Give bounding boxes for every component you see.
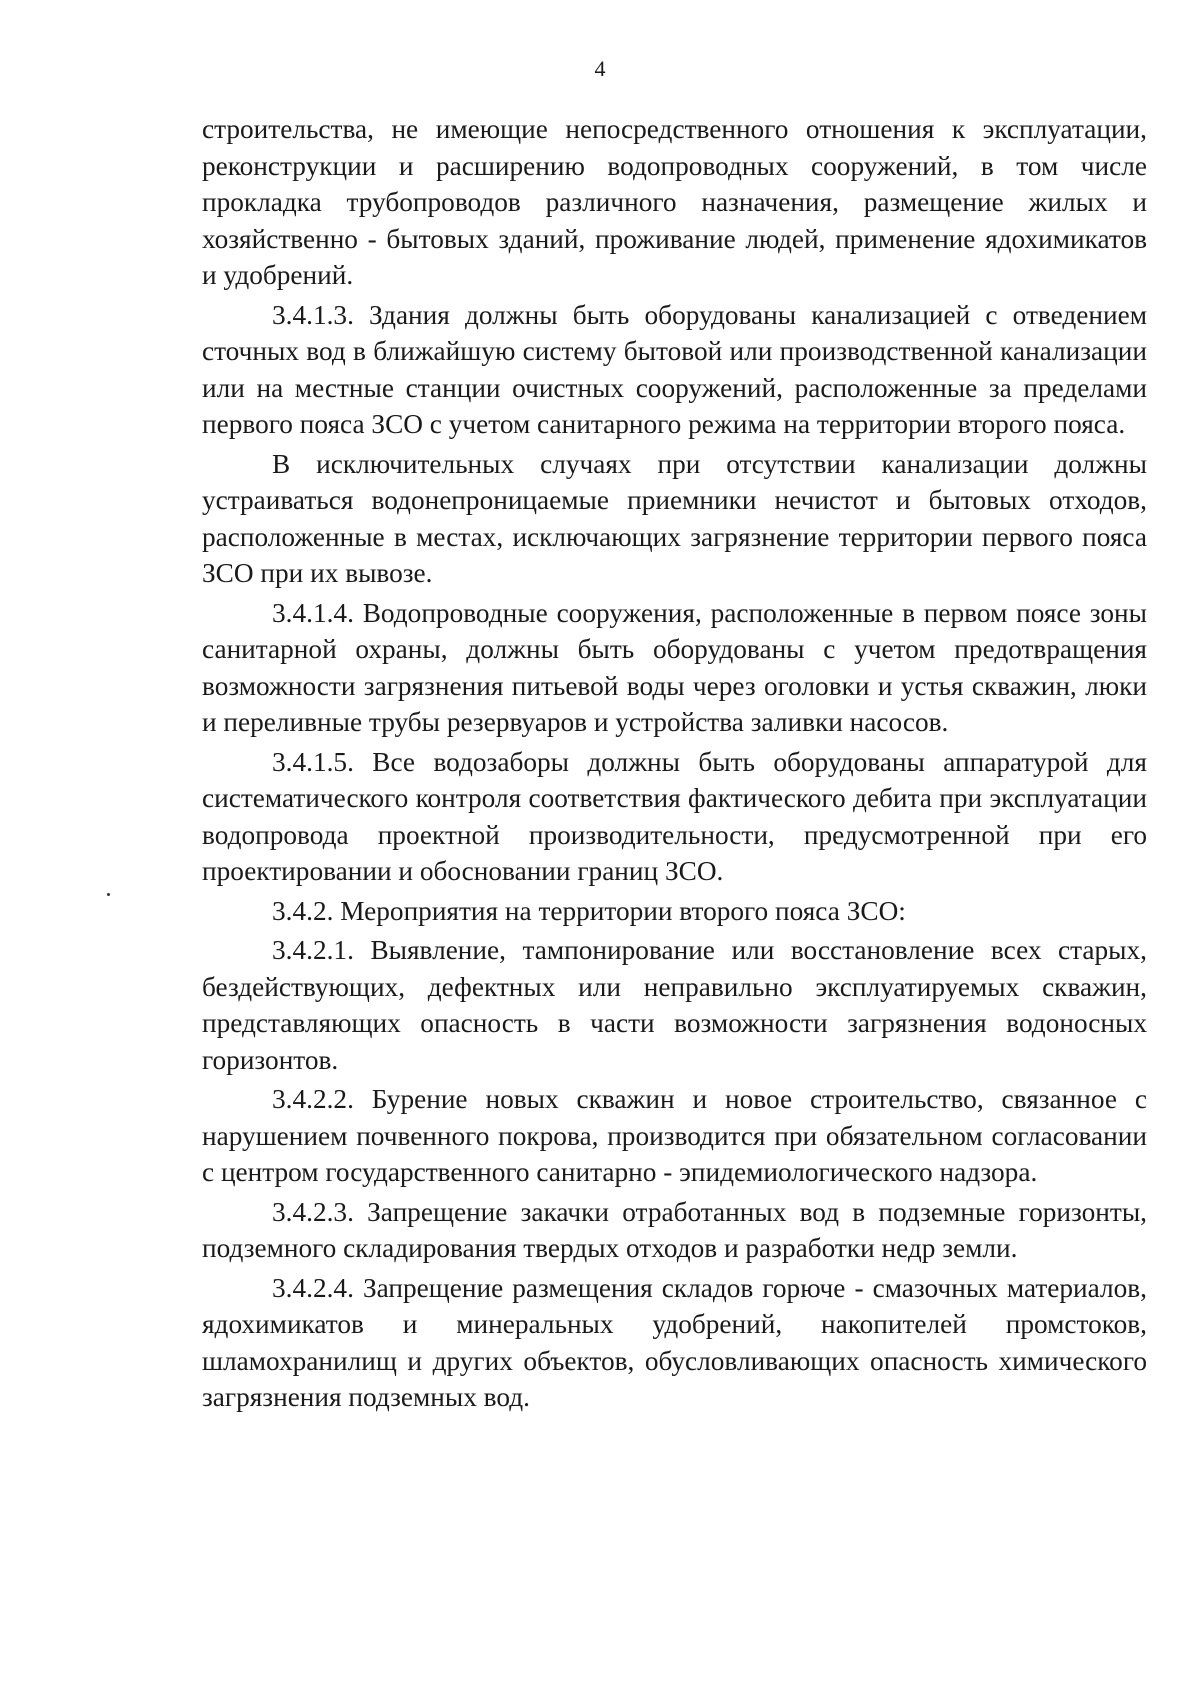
paragraph-continuation: строительства, не имеющие непосредственного отношения к эксплуатации, реконструкции и расширению водопроводных сооружений, в том числе прокладка трубопроводов различного назначения, размещение жилых и хозяйственно - бытовых зданий, проживание людей, применение ядохимикатов и удобрений. — [202, 114, 1147, 290]
paragraph-3-4-1-4: 3.4.1.4. Водопроводные сооружения, расположенные в первом поясе зоны санитарной охраны, должны быть оборудованы с учетом предотвращения возможности загрязнения питьевой воды через оголовки и устья скважин, люки и переливные трубы резервуаров и устройства заливки насосов. — [202, 597, 1147, 737]
paragraph-3-4-2-1: 3.4.2.1. Выявление, тампонирование или восстановление всех старых, бездействующих, дефектных или неправильно эксплуатируемых скважин, представляющих опасность в части возможности загрязнения водоносных горизонтов. — [202, 935, 1147, 1075]
paragraph-exceptional-cases: В исключительных случаях при отсутствии канализации должны устраиваться водонепроницаемые приемники нечистот и бытовых отходов, расположенные в местах, исключающих загрязнение территории первого пояса ЗСО при их вывозе. — [202, 448, 1147, 588]
scan-speck — [107, 893, 110, 896]
paragraph-3-4-2-2: 3.4.2.2. Бурение новых скважин и новое строительство, связанное с нарушением почвенного покрова, производится при обязательном согласовании с центром государственного санитарно - эпидемиологического надзора. — [202, 1084, 1147, 1187]
paragraph-3-4-2-3: 3.4.2.3. Запрещение закачки отработанных вод в подземные горизонты, подземного складирования твердых отходов и разработки недр земли. — [202, 1196, 1147, 1263]
paragraph-3-4-1-5: 3.4.1.5. Все водозаборы должны быть оборудованы аппаратурой для систематического контроля соответствия фактического дебита при эксплуатации водопровода проектной производительности, предусмотренной при его проектировании и обосновании границ ЗСО. — [202, 746, 1147, 886]
paragraph-3-4-2: 3.4.2. Мероприятия на территории второго пояса ЗСО: — [272, 895, 906, 926]
paragraph-3-4-1-3: 3.4.1.3. Здания должны быть оборудованы канализацией с отведением сточных вод в ближайшую систему бытовой или производственной канализации или на местные станции очистных сооружений, расположенные за пределами первого пояса ЗСО с учетом санитарного режима на территории второго пояса. — [202, 299, 1147, 439]
paragraph-3-4-2-4: 3.4.2.4. Запрещение размещения складов горюче - смазочных материалов, ядохимикатов и минеральных удобрений, накопителей промстоков, шламохранилищ и других объектов, обусловливающих опасность химического загрязнения подземных вод. — [202, 1272, 1147, 1412]
document-body — [202, 111, 1147, 1416]
page-number: 4 — [594, 56, 606, 81]
